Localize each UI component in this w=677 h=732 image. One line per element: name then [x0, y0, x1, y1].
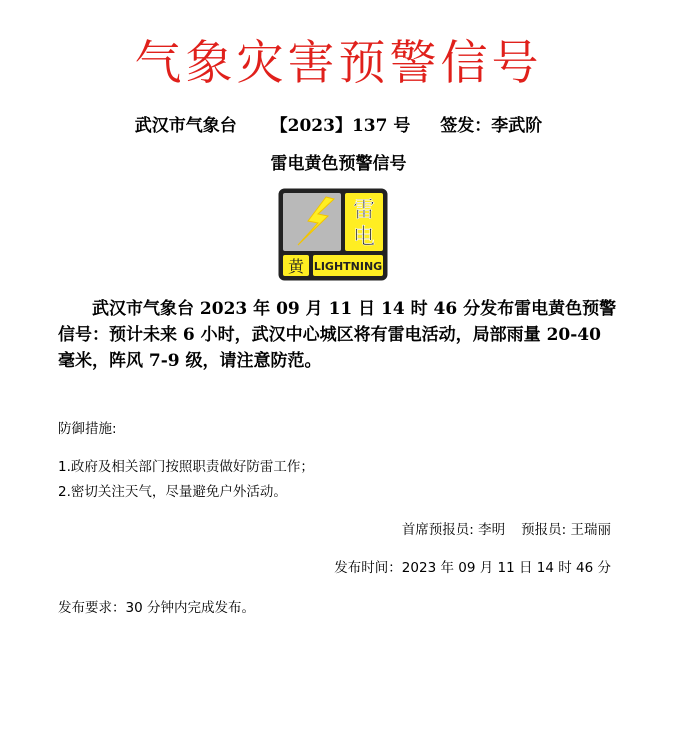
issuer-line	[0, 114, 677, 138]
document-title: 气象灾害预警信号	[134, 36, 543, 91]
signal-name: 雷电黄色预警信号	[270, 154, 407, 174]
icon-char-top: 雷	[352, 198, 376, 223]
measures-heading: 防御措施:	[58, 421, 117, 437]
warning-paragraph: 武汉市气象台 2023 年 09 月 11 日 14 时 46 分发布雷电黄色预警信号：预计未来 6 小时，武汉中心城区将有雷电活动，局部雨量 20-40 毫米，阵风 7-9 级，请注意防范。	[58, 299, 617, 371]
signer: 签发：李武阶	[440, 116, 543, 136]
icon-label: LIGHTNING	[313, 260, 383, 273]
measure-item: 1.政府及相关部门按照职责做好防雷工作；	[58, 459, 314, 475]
document-number: 【2023】137 号	[270, 116, 411, 136]
icon-char-bottom: 电	[352, 225, 376, 250]
chief-forecaster: 首席预报员: 李明	[401, 522, 506, 538]
publish-requirement: 发布要求：30 分钟内完成发布。	[58, 600, 255, 616]
measure-item: 2.密切关注天气，尽量避免户外活动。	[58, 484, 287, 500]
issuer-name: 武汉市气象台	[134, 116, 237, 136]
lightning-yellow-warning-icon	[278, 188, 388, 281]
publish-time: 发布时间：2023 年 09 月 11 日 14 时 46 分	[334, 560, 611, 576]
forecaster: 预报员: 王瑞丽	[521, 522, 611, 538]
forecasters-line	[402, 520, 611, 540]
icon-level-char: 黄	[287, 257, 305, 276]
